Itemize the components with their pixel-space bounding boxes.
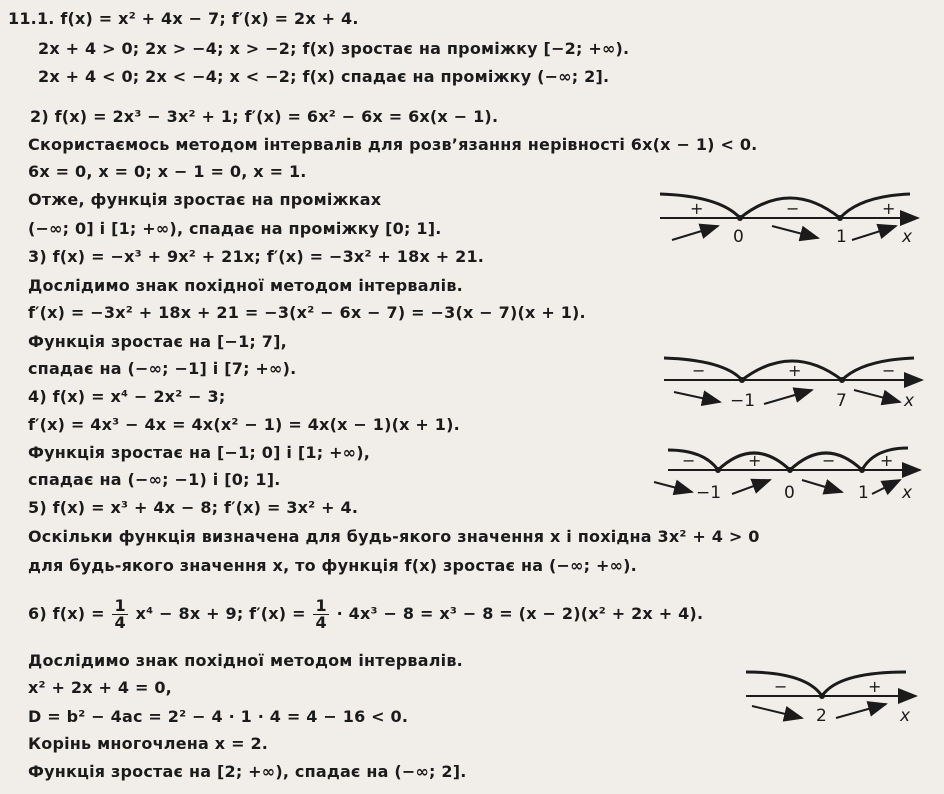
critical-point <box>715 467 721 473</box>
critical-point <box>787 467 793 473</box>
text-line: Оскільки функція визначена для будь-якого значення x і похідна 3x² + 4 > 0 <box>28 527 760 546</box>
text-segment: 6) f(x) = <box>28 604 105 623</box>
axis-label: x <box>902 483 913 503</box>
sign-diagram-2 <box>664 352 930 416</box>
decrease-arrow <box>654 482 692 492</box>
increase-arrow <box>672 226 718 240</box>
point-label: −1 <box>730 391 756 411</box>
text-line: для будь-якого значення x, то функція f(x) зростає на (−∞; +∞). <box>28 556 637 575</box>
text-line: (−∞; 0] і [1; +∞), спадає на проміжку [0; 1]. <box>28 219 442 238</box>
sign-label: + <box>788 361 802 380</box>
text-segment: x⁴ − 8x + 9; f′(x) = <box>135 604 306 623</box>
increase-arrow <box>852 226 896 240</box>
point-label: 0 <box>784 483 795 503</box>
critical-point <box>739 377 745 383</box>
decrease-arrow <box>674 392 720 402</box>
axis-label: x <box>904 391 915 411</box>
text-line: Корінь многочлена x = 2. <box>28 734 269 753</box>
sign-label: − <box>682 451 696 470</box>
point-label: 2 <box>816 706 827 726</box>
sign-diagram-3 <box>652 442 930 504</box>
increase-arrow <box>732 480 770 494</box>
critical-point <box>839 377 845 383</box>
fraction-numerator: 1 <box>114 596 126 615</box>
sign-label: − <box>786 199 800 218</box>
axis-label: x <box>902 227 913 247</box>
increase-arrow <box>872 480 900 494</box>
text-line: 2) f(x) = 2x³ − 3x² + 1; f′(x) = 6x² − 6x = 6x(x − 1). <box>30 107 499 126</box>
sign-diagram-1 <box>660 186 930 250</box>
point-label: −1 <box>696 483 722 503</box>
text-line: Функція зростає на [2; +∞), спадає на (−∞; 2]. <box>28 762 467 781</box>
text-line: спадає на (−∞; −1) і [0; 1]. <box>28 470 281 489</box>
text-line: Отже, функція зростає на проміжках <box>28 190 382 209</box>
text-line: Дослідимо знак похідної методом інтервалів. <box>28 651 463 670</box>
decrease-arrow <box>854 390 900 402</box>
decrease-arrow <box>802 480 842 492</box>
critical-point <box>819 693 825 699</box>
point-label: 1 <box>836 227 847 247</box>
point-label: 1 <box>858 483 869 503</box>
text-line: 3) f(x) = −x³ + 9x² + 21x; f′(x) = −3x² + 18x + 21. <box>28 247 485 266</box>
fraction-denominator: 4 <box>315 613 327 632</box>
sign-diagram-4 <box>746 664 926 726</box>
sign-label: − <box>692 361 706 380</box>
text-line: f′(x) = −3x² + 18x + 21 = −3(x² − 6x − 7) = −3(x − 7)(x + 1). <box>28 303 586 322</box>
increase-arrow <box>764 390 812 404</box>
fraction <box>313 598 328 631</box>
critical-point <box>859 467 865 473</box>
text-segment: · 4x³ − 8 = x³ − 8 = (x − 2)(x² + 2x + 4). <box>336 604 704 623</box>
text-line: Дослідимо знак похідної методом інтервалів. <box>28 276 463 295</box>
sign-label: + <box>690 199 704 218</box>
critical-point <box>737 215 743 221</box>
text-line: f′(x) = 4x³ − 4x = 4x(x² − 1) = 4x(x − 1)(x + 1). <box>28 415 460 434</box>
axis-label: x <box>900 706 911 726</box>
sign-label: − <box>822 451 836 470</box>
text-line: 2x + 4 > 0; 2x > −4; x > −2; f(x) зростає на проміжку [−2; +∞). <box>38 39 630 58</box>
critical-point <box>837 215 843 221</box>
formula-line <box>28 598 703 631</box>
decrease-arrow <box>772 226 818 238</box>
point-label: 7 <box>836 391 847 411</box>
sign-label: + <box>880 451 894 470</box>
text-line: спадає на (−∞; −1] і [7; +∞). <box>28 359 297 378</box>
text-line: D = b² − 4ac = 2² − 4 · 1 · 4 = 4 − 16 < 0. <box>28 707 409 726</box>
text-line: 6x = 0, x = 0; x − 1 = 0, x = 1. <box>28 162 307 181</box>
fraction-denominator: 4 <box>114 613 126 632</box>
text-line: 4) f(x) = x⁴ − 2x² − 3; <box>28 387 226 406</box>
sign-label: − <box>774 677 788 696</box>
decrease-arrow <box>752 706 802 718</box>
text-line: Скористаємось методом інтервалів для розв’язання нерівності 6x(x − 1) < 0. <box>28 135 758 154</box>
text-line: 2x + 4 < 0; 2x < −4; x < −2; f(x) спадає на проміжку (−∞; 2]. <box>38 67 610 86</box>
fraction-numerator: 1 <box>315 596 327 615</box>
sign-label: + <box>882 199 896 218</box>
increase-arrow <box>836 704 886 718</box>
interval-arc <box>842 358 914 380</box>
text-line: 5) f(x) = x³ + 4x − 8; f′(x) = 3x² + 4. <box>28 498 359 517</box>
problem-header: 11.1. f(x) = x² + 4x − 7; f′(x) = 2x + 4. <box>8 9 359 28</box>
fraction <box>112 598 127 631</box>
interval-arc <box>840 194 910 218</box>
text-line: Функція зростає на [−1; 7], <box>28 332 287 351</box>
text-line: Функція зростає на [−1; 0] і [1; +∞), <box>28 443 371 462</box>
point-label: 0 <box>733 227 744 247</box>
sign-label: + <box>748 451 762 470</box>
text-line: x² + 2x + 4 = 0, <box>28 678 172 697</box>
sign-label: + <box>868 677 882 696</box>
interval-arc <box>822 672 906 696</box>
sign-label: − <box>882 361 896 380</box>
